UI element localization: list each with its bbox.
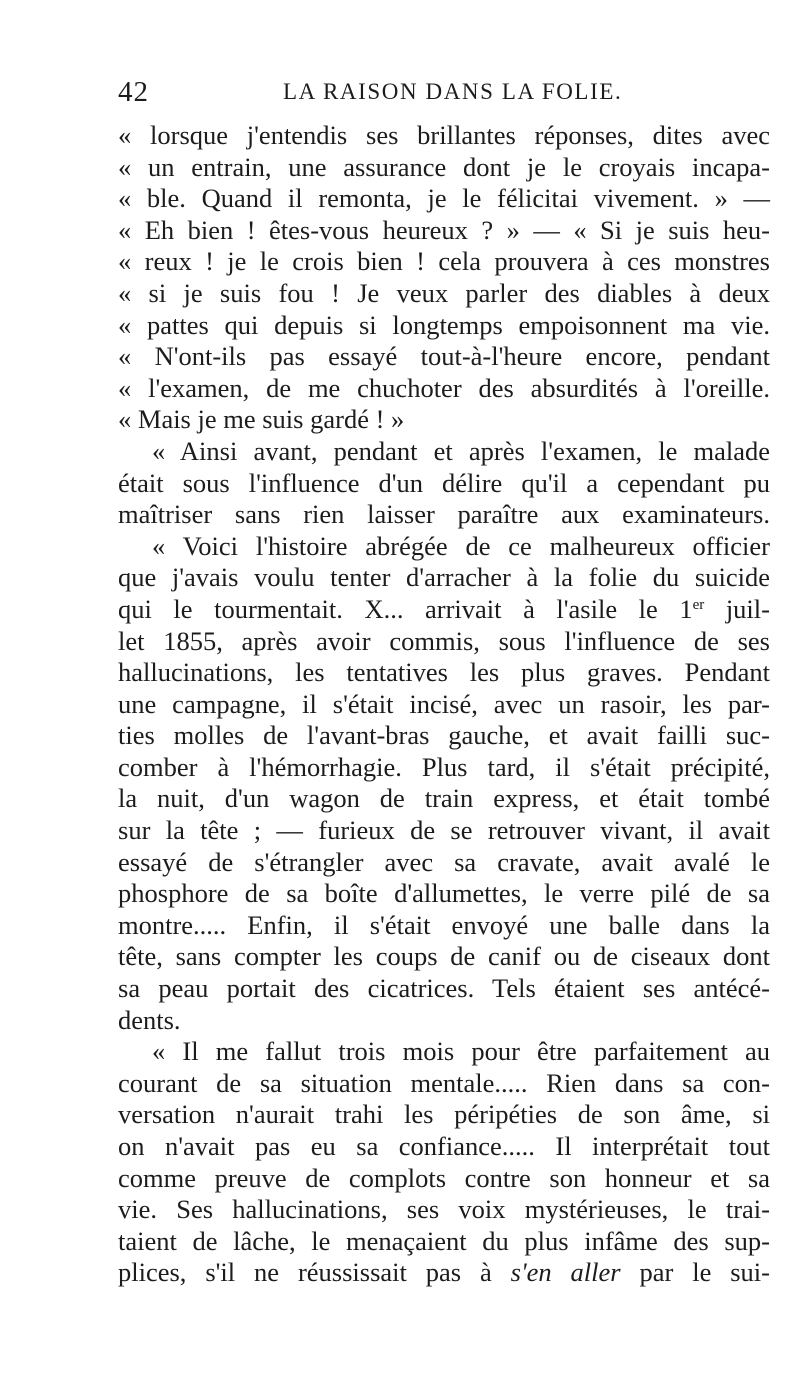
text-line: « si je suis fou ! Je veux parler des diables à deux bbox=[118, 277, 770, 308]
text-line: comber à l'hémorrhagie. Plus tard, il s'était précipité, bbox=[118, 751, 770, 782]
text-line: maîtriser sans rien laisser paraître aux examinateurs. bbox=[118, 499, 770, 530]
text-line: « Voici l'histoire abrégée de ce malheureux officier bbox=[152, 530, 770, 561]
text-line: sa peau portait des cicatrices. Tels étaient ses antécé- bbox=[118, 973, 770, 1004]
text-line: sur la tête ; — furieux de se retrouver vivant, il avait bbox=[118, 815, 770, 846]
text-line: courant de sa situation mentale..... Rien dans sa con- bbox=[118, 1067, 770, 1098]
page-number: 42 bbox=[118, 76, 149, 108]
text-line bbox=[118, 594, 770, 626]
text-line: on n'avait pas eu sa confiance..... Il interprétait tout bbox=[118, 1131, 770, 1161]
text-line: « Ainsi avant, pendant et après l'examen, le malade bbox=[152, 435, 770, 466]
text-line: était sous l'influence d'un délire qu'il a cependant pu bbox=[118, 467, 770, 498]
text-line: « Eh bien ! êtes-vous heureux ? » — « Si je suis heu- bbox=[118, 214, 770, 245]
page-header bbox=[118, 76, 780, 112]
text-line: « reux ! je le crois bien ! cela prouvera à ces monstres bbox=[118, 246, 770, 277]
text-line: « un entrain, une assurance dont je le croyais incapa- bbox=[118, 151, 770, 182]
text-line: « Il me fallut trois mois pour être parfaitement au bbox=[152, 1036, 770, 1067]
text-line: essayé de s'étrangler avec sa cravate, avait avalé le bbox=[118, 846, 770, 877]
text-line: taient de lâche, le menaçaient du plus infâme des sup- bbox=[118, 1225, 770, 1256]
text-line: vie. Ses hallucinations, ses voix mystérieuses, le trai- bbox=[118, 1194, 770, 1225]
text-line: ties molles de l'avant-bras gauche, et avait failli suc- bbox=[118, 720, 770, 751]
text-line: une campagne, il s'était incisé, avec un rasoir, les par- bbox=[118, 688, 770, 719]
text-line: montre..... Enfin, il s'était envoyé une balle dans la bbox=[118, 909, 770, 940]
italic-phrase: s'en aller bbox=[510, 1257, 621, 1288]
text-segment: plices, s'il ne réussissait pas à bbox=[118, 1257, 511, 1288]
text-line: « pattes qui depuis si longtemps empoisonnent ma vie. bbox=[118, 309, 770, 340]
text-line: « l'examen, de me chuchoter des absurdités à l'oreille. bbox=[118, 372, 770, 403]
text-line: comme preuve de complots contre son honneur et sa bbox=[118, 1162, 770, 1193]
text-line: « N'ont-ils pas essayé tout-à-l'heure encore, pendant bbox=[118, 341, 770, 372]
text-segment: qui le tourmentait. X... arrivait à l'asile le 1 bbox=[118, 593, 693, 624]
text-line: « lorsque j'entendis ses brillantes réponses, dites avec bbox=[118, 120, 770, 150]
text-line: hallucinations, les tentatives les plus graves. Pendant bbox=[118, 657, 770, 688]
text-line: let 1855, après avoir commis, sous l'influence de ses bbox=[118, 625, 770, 656]
text-line: « ble. Quand il remonta, je le félicitai vivement. » — bbox=[118, 183, 770, 214]
text-line: « Mais je me suis gardé ! » bbox=[118, 404, 405, 435]
text-line: tête, sans compter les coups de canif ou de ciseaux dont bbox=[118, 941, 770, 972]
text-segment: juil- bbox=[704, 593, 770, 624]
text-line: dents. bbox=[118, 1004, 181, 1035]
text-line bbox=[118, 1257, 770, 1289]
body-text bbox=[118, 120, 770, 1289]
text-line: phosphore de sa boîte d'allumettes, le verre pilé de sa bbox=[118, 878, 770, 909]
text-segment: par le sui- bbox=[620, 1257, 770, 1288]
text-line: que j'avais voulu tenter d'arracher à la folie du suicide bbox=[118, 562, 770, 593]
text-line: versation n'aurait trahi les péripéties de son âme, si bbox=[118, 1099, 770, 1130]
superscript: er bbox=[692, 596, 705, 613]
running-title: LA RAISON DANS LA FOLIE. bbox=[283, 79, 623, 104]
text-line: la nuit, d'un wagon de train express, et était tombé bbox=[118, 783, 770, 814]
